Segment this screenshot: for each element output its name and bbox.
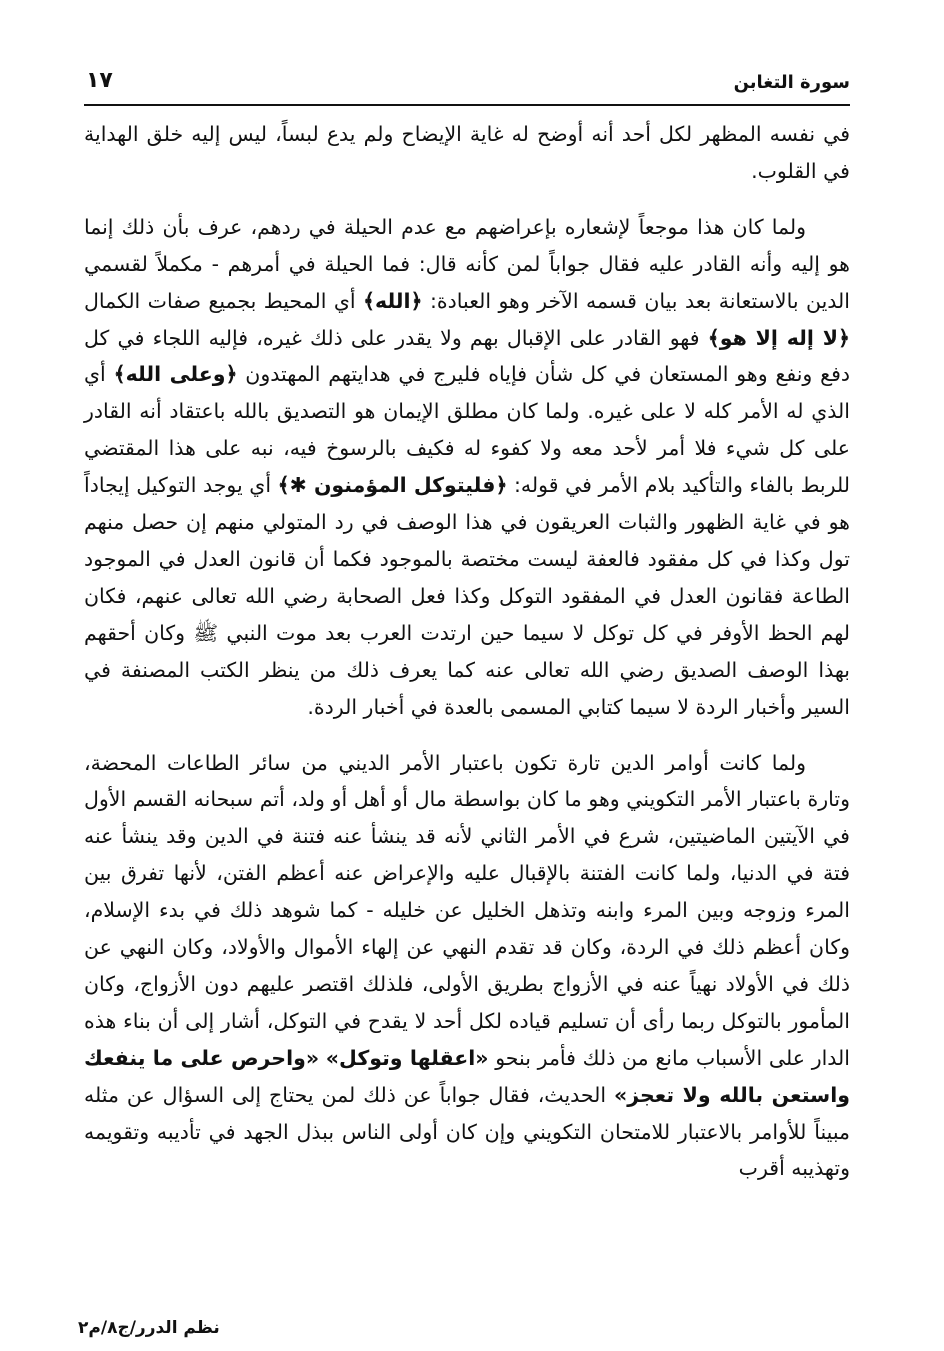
- hadith-quote: «واحرص على ما ينفعك واستعن بالله ولا تعجز»: [84, 1045, 850, 1107]
- text-run: فهو القادر على الإقبال بهم ولا يقدر على ذلك غيره، فإليه اللجاء في كل دفع ونفع وهو المستعان في كل شأن فإياه فليرج في هدايتهم المهتدون: [84, 325, 851, 387]
- quran-quote: ﴿لا إله إلا هو﴾: [707, 325, 851, 350]
- text-run: ولما كان هذا موجعاً لإشعاره بإعراضهم مع عدم الحيلة في ردهم، عرف بأن ذلك إنما هو إليه وأنه القادر عليه فقال جواباً لمن كأنه قال: فما الحيلة في أمرهم - مكملاً لقسمي الدين بالاستعانة بعد بيان قسمه الآخر وهو العبادة:: [84, 214, 850, 313]
- header-divider: [84, 104, 850, 106]
- text-run: أي الذي له الأمر كله لا على غيره. ولما كان مطلق الإيمان هو التصديق بالله باعتقاد أنه القادر على كل شيء فلا أمر لأحد معه ولا كفوء له فكيف بالرسوخ فيه، نبه على هذا المقتضي للربط بالفاء والتأكيد بلام الأمر في قوله:: [84, 362, 850, 498]
- page-header: [84, 62, 850, 102]
- text-run: [319, 1046, 326, 1070]
- paragraph-1: [84, 116, 850, 190]
- page-number: ١٧: [86, 68, 113, 93]
- body-text: [84, 116, 850, 1187]
- text-run: أي المحيط بجميع صفات الكمال: [84, 288, 363, 313]
- surah-title: سورة التغابن: [733, 72, 850, 93]
- hadith-quote: «اعقلها وتوكل»: [325, 1045, 489, 1070]
- text-run: ولما كانت أوامر الدين تارة تكون باعتبار الأمر الديني من سائر الطاعات المحضة، وتارة باعتبار الأمر التكويني وهو ما كان بواسطة مال أو أهل أو ولد، أتم سبحانه القسم الأول في الآيتين الماضيتين، شرع في الأمر الثاني لأنه قد ينشأ عنه فتنة في الدين وقد ينشأ عنه فتة في الدنيا، ولما كانت الفتنة بالإقبال عليه والإعراض عنه أعظم الفتن، لأنها تفرق بين المرء وزوجه وبين المرء وابنه وتذهل الخليل عن خليله - كما شوهد ذلك في بدء الإسلام، وكان أعظم ذلك في الردة، وكان قد تقدم النهي عن إلهاء الأموال والأولاد، وكان النهي عن ذلك في الأولاد نهياً عنه في الأزواج بطريق الأولى، فلذلك اقتصر عليهم دون الأزواج، وكان المأمور بالتوكل ربما رأى أن تسليم قياده لكل أحد لا يقدح في التوكل، أشار إلى أن بناء هذه الدار على الأسباب مانع من ذلك فأمر بنحو: [84, 750, 850, 1070]
- text-run: في نفسه المظهر لكل أحد أنه أوضح له غاية الإيضاح ولم يدع لبساً، ليس إليه خلق الهداية في القلوب.: [84, 122, 850, 183]
- quran-quote: ﴿الله﴾: [363, 288, 423, 313]
- paragraph-2: [84, 209, 850, 726]
- quran-quote: ﴿فليتوكل المؤمنون ✱﴾: [277, 473, 508, 498]
- text-run: أي يوجد التوكيل إيجاداً هو في غاية الظهور والثبات العريقون في هذا الوصف في رد المتولي منهم إن حصل منهم تول وكذا في كل مفقود فالعفة ليست مختصة بالموجود فكما أن قانون العدل في الموجود الطاعة فقانون العدل في المفقود التوكل وكذا فعل الصحابة رضي الله تعالى عنهم، فكان لهم الحظ الأوفر في كل توكل لا سيما حين ارتدت العرب بعد موت النبي ﷺ وكان أحقهم بهذا الوصف الصديق رضي الله تعالى عنه كما يعرف ذلك من ينظر الكتب المصنفة في السير وأخبار الردة لا سيما كتابي المسمى بالعدة في أخبار الردة.: [84, 473, 850, 719]
- page-footer-signature: نظم الدرر/ج٨/م٢: [78, 1318, 220, 1338]
- quran-quote: ﴿وعلى الله﴾: [113, 362, 238, 387]
- paragraph-3: [84, 745, 850, 1188]
- text-run: الحديث، فقال جواباً عن ذلك لمن يحتاج إلى السؤال عن مثله مبيناً للأوامر بالاعتبار للامتحان التكويني وإن كان أولى الناس ببذل الجهد في تأديبه وتقويمه وتهذيبه أقرب: [84, 1082, 850, 1181]
